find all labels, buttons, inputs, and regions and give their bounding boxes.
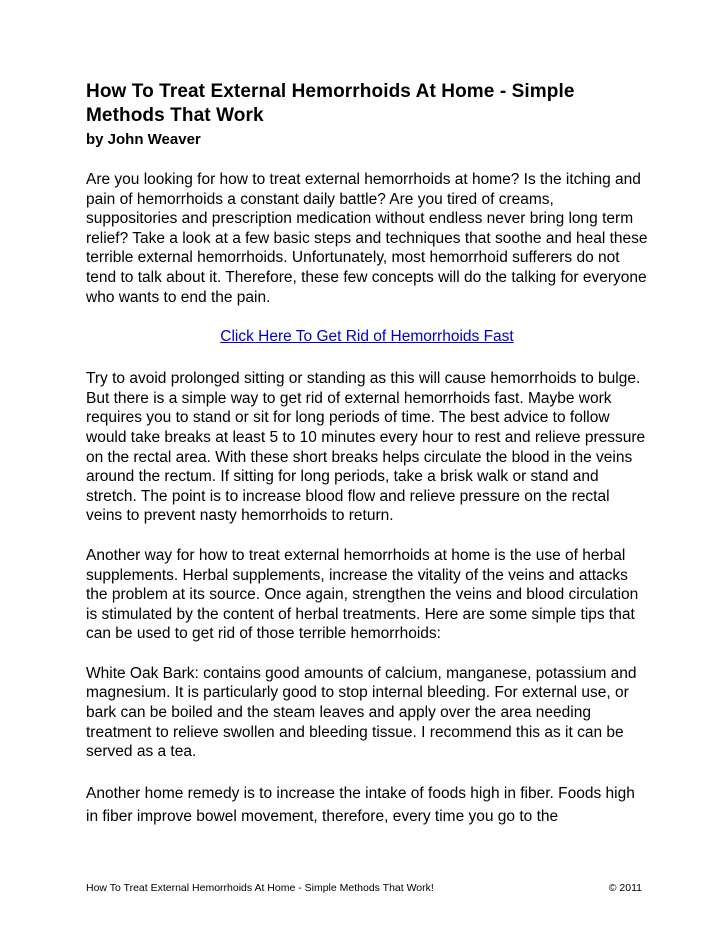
body-paragraph-fiber: Another home remedy is to increase the intake of foods high in fiber. Foods high in fiber improve bowel movement, therefore, every time you go to the bbox=[86, 784, 635, 825]
page-footer bbox=[86, 881, 642, 895]
body-paragraph-herbal: Another way for how to treat external hemorrhoids at home is the use of herbal supplements. Herbal supplements, increase the vitality of the veins and attacks the problem at its source. Once again, strengthen the veins and blood circulation is stimulated by the content of herbal treatments. Here are some simple tips that can be used to get rid of those terrible hemorrhoids: bbox=[86, 546, 639, 643]
document-page bbox=[86, 80, 648, 848]
intro-paragraph: Are you looking for how to treat external hemorrhoids at home? Is the itching and pain of hemorrhoids a constant daily battle? Are you tired of creams, suppositories and prescription medication without endless never bring long term relief? Take a look at a few basic steps and techniques that soothe and heal these terrible external hemorrhoids. Unfortunately, most hemorrhoid sufferers do not tend to talk about it. Therefore, these few concepts will do the talking for everyone who wants to end the pain. bbox=[86, 171, 648, 306]
footer-title: How To Treat External Hemorrhoids At Home - Simple Methods That Work! bbox=[86, 882, 434, 894]
author-byline: by John Weaver bbox=[86, 131, 201, 148]
footer-copyright: © 2011 bbox=[608, 882, 642, 894]
body-paragraph-sitting: Try to avoid prolonged sitting or standing as this will cause hemorrhoids to bulge. But there is a simple way to get rid of external hemorrhoids fast. Maybe work requires you to stand or sit for long periods of time. The best advice to follow would take breaks at least 5 to 10 minutes every hour to rest and relieve pressure on the rectal area. With these short breaks helps circulate the blood in the veins around the rectum. If sitting for long periods, take a brisk walk or stand and stretch. The point is to increase blood flow and relieve pressure on the rectal veins to prevent nasty hemorrhoids to return. bbox=[86, 370, 646, 525]
document-title: How To Treat External Hemorrhoids At Home - Simple Methods That Work bbox=[86, 81, 575, 126]
body-paragraph-white-oak: White Oak Bark: contains good amounts of calcium, manganese, potassium and magnesium. It is particularly good to stop internal bleeding. For external use, or bark can be boiled and the steam leaves and apply over the area needing treatment to relieve swollen and bleeding tissue. I recommend this as it can be served as a tea. bbox=[86, 664, 637, 761]
promo-link-container bbox=[86, 327, 648, 347]
promo-link[interactable]: Click Here To Get Rid of Hemorrhoids Fast bbox=[220, 328, 514, 346]
